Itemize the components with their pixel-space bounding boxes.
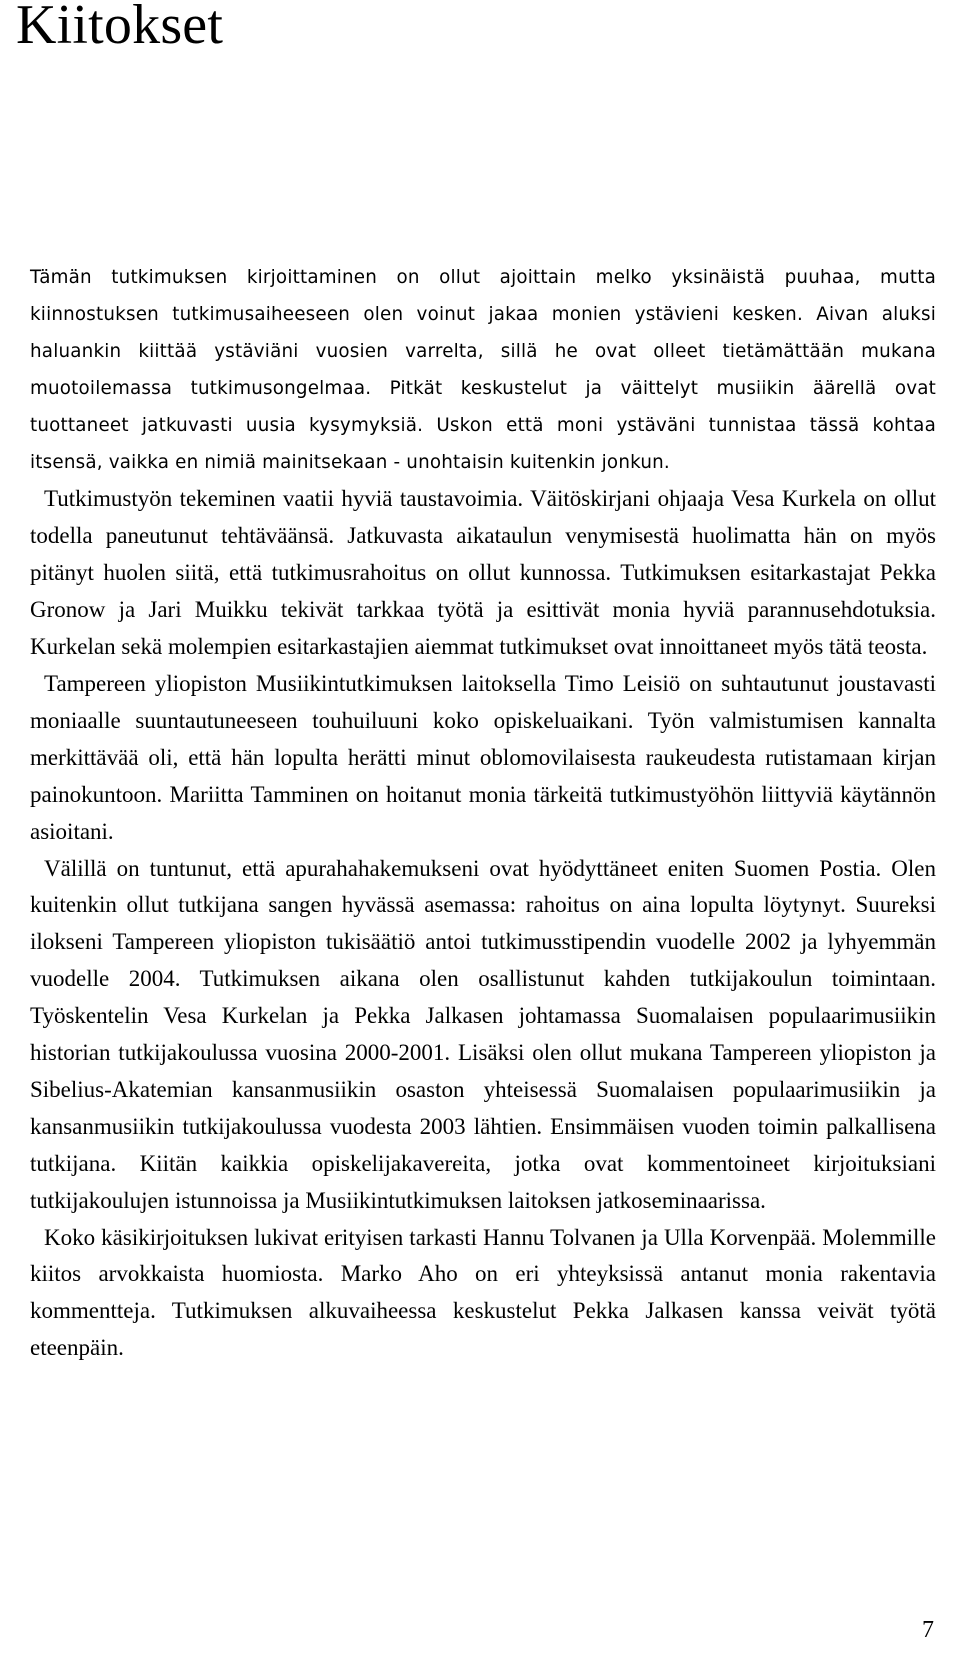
- paragraph-4-text: Tutkimuksen esitarkastajat Pekka Gronow ja Jari Muikku tekivät tarkkaa työtä ja esittivät monia hyviä parannusehdotuksia. Kurkelan sekä molempien esitarkastajien aiemmat tutkimukset ovat innoittaneet myös tätä teosta.: [30, 560, 936, 660]
- paragraph-readers: [30, 1220, 936, 1368]
- paragraph-2-text: Aivan aluksi haluankin kiittää ystäviäni vuosien varrelta, sillä he ovat olleet tietämättään mukana muotoilemassa tutkimusongelmaa. Pitkät keskustelut ja väittelyt musiikin äärellä ovat tuottaneet jatkuvasti uusia kysymyksiä. Uskon että moni ystäväni tunnistaa tässä kohtaa itsensä, vaikka en nimiä mainitsekaan - unohtaisin kuitenkin jonkun.: [30, 303, 937, 473]
- paragraph-3-text: Tutkimustyön tekeminen vaatii hyviä taustavoimia. Väitöskirjani ohjaaja Vesa Kurkela on ollut todella paneutunut tehtäväänsä. Jatkuvasta aikataulun venymisestä huolimatta hän on myös pitänyt huolen siitä, että tutkimusrahoitus on ollut kunnossa.: [30, 486, 936, 586]
- paragraph-supervision: [30, 481, 936, 666]
- page-title: Kiitokset: [16, 0, 224, 56]
- paragraph-6-text: Välillä on tuntunut, että apurahahakemukseni ovat hyödyttäneet eniten Suomen Postia.: [44, 855, 882, 881]
- paragraph-7-text: Olen kuitenkin ollut tutkijana sangen hyvässä asemassa: rahoitus on aina lopulta löytynyt. Suureksi ilokseni Tampereen yliopiston tukisäätiö antoi tutkimusstipendin vuodelle 2002 ja lyhyemmän vuodelle 2004. Tutkimuksen aikana olen osallistunut kahden tutkijakoulun toimintaan. Työskentelin Vesa Kurkelan ja Pekka Jalkasen johtamassa Suomalaisen populaarimusiikin historian tutkijakoulussa vuosina 2000-2001. Lisäksi olen ollut mukana Tampereen yliopiston ja Sibelius-Akatemian kansanmusiikin osaston yhteisessä Suomalaisen populaarimusiikin ja kansanmusiikin tutkijakoulussa vuodesta 2003 lähtien. Ensimmäisen vuoden toimin palkallisena tutkijana. Kiitän kaikkia opiskelijakavereita, jotka ovat kommentoineet kirjoituksiani tutkijakoulujen istunnoissa ja Musiikintutkimuksen laitoksen jatkoseminaarissa.: [30, 855, 936, 1213]
- paragraph-8-text: Koko käsikirjoituksen lukivat erityisen tarkasti Hannu Tolvanen ja Ulla Korvenpää. Molemmille kiitos arvokkaista huomiosta. Marko Aho on eri yhteyksissä antanut monia rakentavia kommentteja. Tutkimuksen alkuvaiheessa keskustelut Pekka Jalkasen kanssa veivät työtä eteenpäin.: [30, 1224, 936, 1361]
- paragraph-funding: [30, 851, 936, 1220]
- acknowledgements-body: [30, 260, 936, 1367]
- paragraph-department: [30, 666, 936, 851]
- paragraph-1-text: Tämän tutkimuksen kirjoittaminen on ollut ajoittain melko yksinäistä puuhaa, mutta kiinnostuksen tutkimusaiheeseen olen voinut jakaa monien ystävieni kesken.: [30, 267, 936, 325]
- paragraph-intro-opening: [30, 260, 936, 481]
- page-number: 7: [922, 1617, 934, 1643]
- paragraph-5-text: Tampereen yliopiston Musiikintutkimuksen laitoksella Timo Leisiö on suhtautunut joustavasti moniaalle suuntautuneeseen touhuiluuni koko opiskeluaikani. Työn valmistumisen kannalta merkittävää oli, että hän lopulta herätti minut oblomovilaisesta raukeudesta rutistamaan kirjan painokuntoon. Mariitta Tamminen on hoitanut monia tärkeitä tutkimustyöhön liittyviä käytännön asioitani.: [30, 670, 936, 844]
